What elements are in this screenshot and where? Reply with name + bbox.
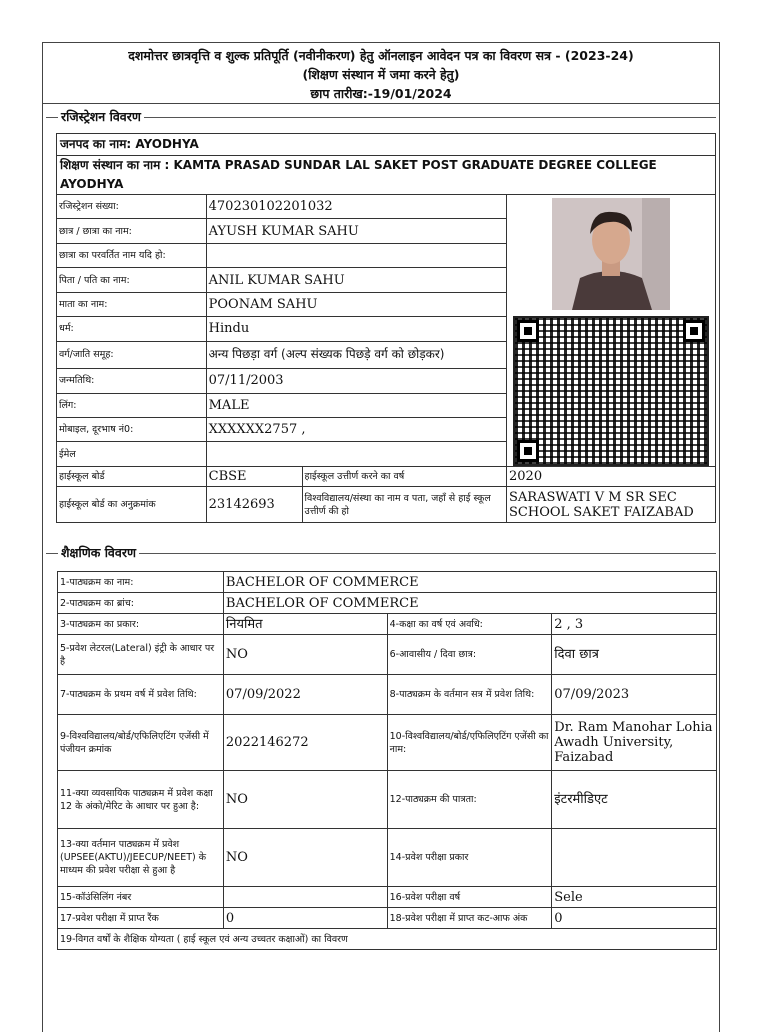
- application-form: [42, 42, 720, 1032]
- counselling-number: [223, 887, 387, 908]
- field-label: ईमेल: [57, 442, 207, 467]
- course-type: नियमित: [223, 614, 387, 635]
- university-registration-number: 2022146272: [223, 715, 387, 771]
- field-label: वर्ग/जाति समूह:: [57, 341, 207, 369]
- gender: MALE: [206, 393, 506, 417]
- field-label: 11-क्या व्यवसायिक पाठ्यक्रम में प्रवेश कक्षा 12 के अंको/मेरिट के आधार पर हुआ है:: [58, 771, 224, 829]
- registration-number: 470230102201032: [206, 195, 506, 219]
- field-label: छात्र / छात्रा का नाम:: [57, 219, 207, 243]
- photo-qr-cell: [507, 195, 716, 467]
- course-branch: BACHELOR OF COMMERCE: [223, 593, 716, 614]
- field-label: 12-पाठ्यक्रम की पात्रता:: [387, 771, 552, 829]
- form-header: [43, 43, 719, 104]
- qr-finder-marker: [517, 320, 539, 342]
- field-label: 4-कक्षा का वर्ष एवं अवधि:: [387, 614, 552, 635]
- caste-category: अन्य पिछड़ा वर्ग (अल्प संख्यक पिछड़े वर्ग को छोड़कर): [206, 341, 506, 369]
- field-label: 10-विश्वविद्यालय/बोर्ड/एफिलिएटिंग एजेंसी का नाम:: [387, 715, 552, 771]
- form-subtitle: (शिक्षण संस्थान में जमा करने हेतु): [302, 67, 460, 82]
- entrance-exam-admission: NO: [223, 829, 387, 887]
- religion: Hindu: [206, 317, 506, 341]
- field-label: 14-प्रवेश परीक्षा प्रकार: [387, 829, 552, 887]
- registration-legend: रजिस्ट्रेशन विवरण: [58, 108, 144, 125]
- field-label: 6-आवासीय / दिवा छात्र:: [387, 635, 552, 675]
- mobile-number: XXXXXX2757 ,: [206, 418, 506, 442]
- lateral-entry: NO: [223, 635, 387, 675]
- changed-name: [206, 243, 506, 267]
- field-label: 9-विश्वविद्यालय/बोर्ड/एफिलिएटिंग एजेंसी में पंजीयन क्रमांक: [58, 715, 224, 771]
- field-label: 3-पाठ्यक्रम का प्रकार:: [58, 614, 224, 635]
- hs-board: CBSE: [206, 467, 302, 487]
- field-label: जन्मतिथि:: [57, 369, 207, 393]
- entrance-exam-cutoff: 0: [552, 908, 717, 929]
- print-date: छाप तारीख:-19/01/2024: [310, 86, 452, 101]
- previous-qualification-heading: 19-विगत वर्षों के शैक्षिक योग्यता ( हाई स्कूल एवं अन्य उच्चतर कक्षाओं) का विवरण: [58, 929, 717, 950]
- field-label: हाईस्कूल बोर्ड: [57, 467, 207, 487]
- field-label: हाईस्कूल उत्तीर्ण करने का वर्ष: [302, 467, 506, 487]
- email: [206, 442, 506, 467]
- hs-roll-number: 23142693: [206, 487, 302, 523]
- field-label: 16-प्रवेश परीक्षा वर्ष: [387, 887, 552, 908]
- entrance-exam-year: Sele: [552, 887, 717, 908]
- field-label: लिंग:: [57, 393, 207, 417]
- date-of-birth: 07/11/2003: [206, 369, 506, 393]
- field-label: 15-कॉउंसिलिंग नंबर: [58, 887, 224, 908]
- hs-school-name: SARASWATI V M SR SEC SCHOOL SAKET FAIZABAD: [507, 487, 716, 523]
- current-session-admission-date: 07/09/2023: [552, 675, 717, 715]
- field-label: रजिस्ट्रेशन संख्या:: [57, 195, 207, 219]
- field-label: मोबाइल, दूरभाष नं0:: [57, 418, 207, 442]
- course-eligibility: इंटरमीडिएट: [552, 771, 717, 829]
- entrance-exam-rank: 0: [223, 908, 387, 929]
- academic-table: [57, 571, 717, 950]
- field-label: विश्वविद्यालय/संस्था का नाम व पता, जहाँ से हाई स्कूल उत्तीर्ण की हो: [302, 487, 506, 523]
- field-label: 17-प्रवेश परीक्षा में प्राप्त रैंक: [58, 908, 224, 929]
- student-photo-image: [552, 198, 670, 310]
- first-year-admission-date: 07/09/2022: [223, 675, 387, 715]
- field-label: 1-पाठ्यक्रम का नाम:: [58, 572, 224, 593]
- academic-section: [46, 545, 716, 1014]
- father-name: ANIL KUMAR SAHU: [206, 268, 506, 292]
- qr-code: [513, 316, 709, 466]
- hs-pass-year: 2020: [507, 467, 716, 487]
- qr-finder-marker: [683, 320, 705, 342]
- course-name: BACHELOR OF COMMERCE: [223, 572, 716, 593]
- university-name: Dr. Ram Manohar Lohia Awadh University, Faizabad: [552, 715, 717, 771]
- field-label: 7-पाठ्यक्रम के प्रथम वर्ष में प्रवेश तिथि:: [58, 675, 224, 715]
- residential-status: दिवा छात्र: [552, 635, 717, 675]
- mother-name: POONAM SAHU: [206, 292, 506, 316]
- field-label: 2-पाठ्यक्रम का ब्रांच:: [58, 593, 224, 614]
- field-label: माता का नाम:: [57, 292, 207, 316]
- registration-section: [46, 109, 716, 538]
- registration-table: [56, 133, 716, 523]
- form-title: दशमोत्तर छात्रवृत्ति व शुल्क प्रतिपूर्ति (नवीनीकरण) हेतु ऑनलाइन आवेदन पत्र का विवरण सत्र - (2023-24): [128, 48, 634, 63]
- entrance-exam-type: [552, 829, 717, 887]
- field-label: 13-क्या वर्तमान पाठ्यक्रम में प्रवेश (UPSEE(AKTU)/JEECUP/NEET) के माध्यम की प्रवेश परीक्षा से हुआ है: [58, 829, 224, 887]
- qr-finder-marker: [517, 440, 539, 462]
- district-name: जनपद का नाम: AYODHYA: [57, 134, 716, 156]
- field-label: 5-प्रवेश लेटरल(Lateral) इंट्री के आधार पर है: [58, 635, 224, 675]
- student-name: AYUSH KUMAR SAHU: [206, 219, 506, 243]
- field-label: हाईस्कूल बोर्ड का अनुक्रमांक: [57, 487, 207, 523]
- merit-based-admission: NO: [223, 771, 387, 829]
- academic-legend: शैक्षणिक विवरण: [58, 544, 139, 561]
- field-label: पिता / पति का नाम:: [57, 268, 207, 292]
- institution-name: शिक्षण संस्थान का नाम : KAMTA PRASAD SUNDAR LAL SAKET POST GRADUATE DEGREE COLLEGE AYODHYA: [57, 156, 716, 195]
- class-year-duration: 2 , 3: [552, 614, 717, 635]
- field-label: 18-प्रवेश परीक्षा में प्राप्त कट-आफ अंक: [387, 908, 552, 929]
- student-photo: [552, 198, 670, 310]
- field-label: छात्रा का परवर्तित नाम यदि हो:: [57, 243, 207, 267]
- field-label: धर्म:: [57, 317, 207, 341]
- field-label: 8-पाठ्यक्रम के वर्तमान सत्र में प्रवेश तिथि:: [387, 675, 552, 715]
